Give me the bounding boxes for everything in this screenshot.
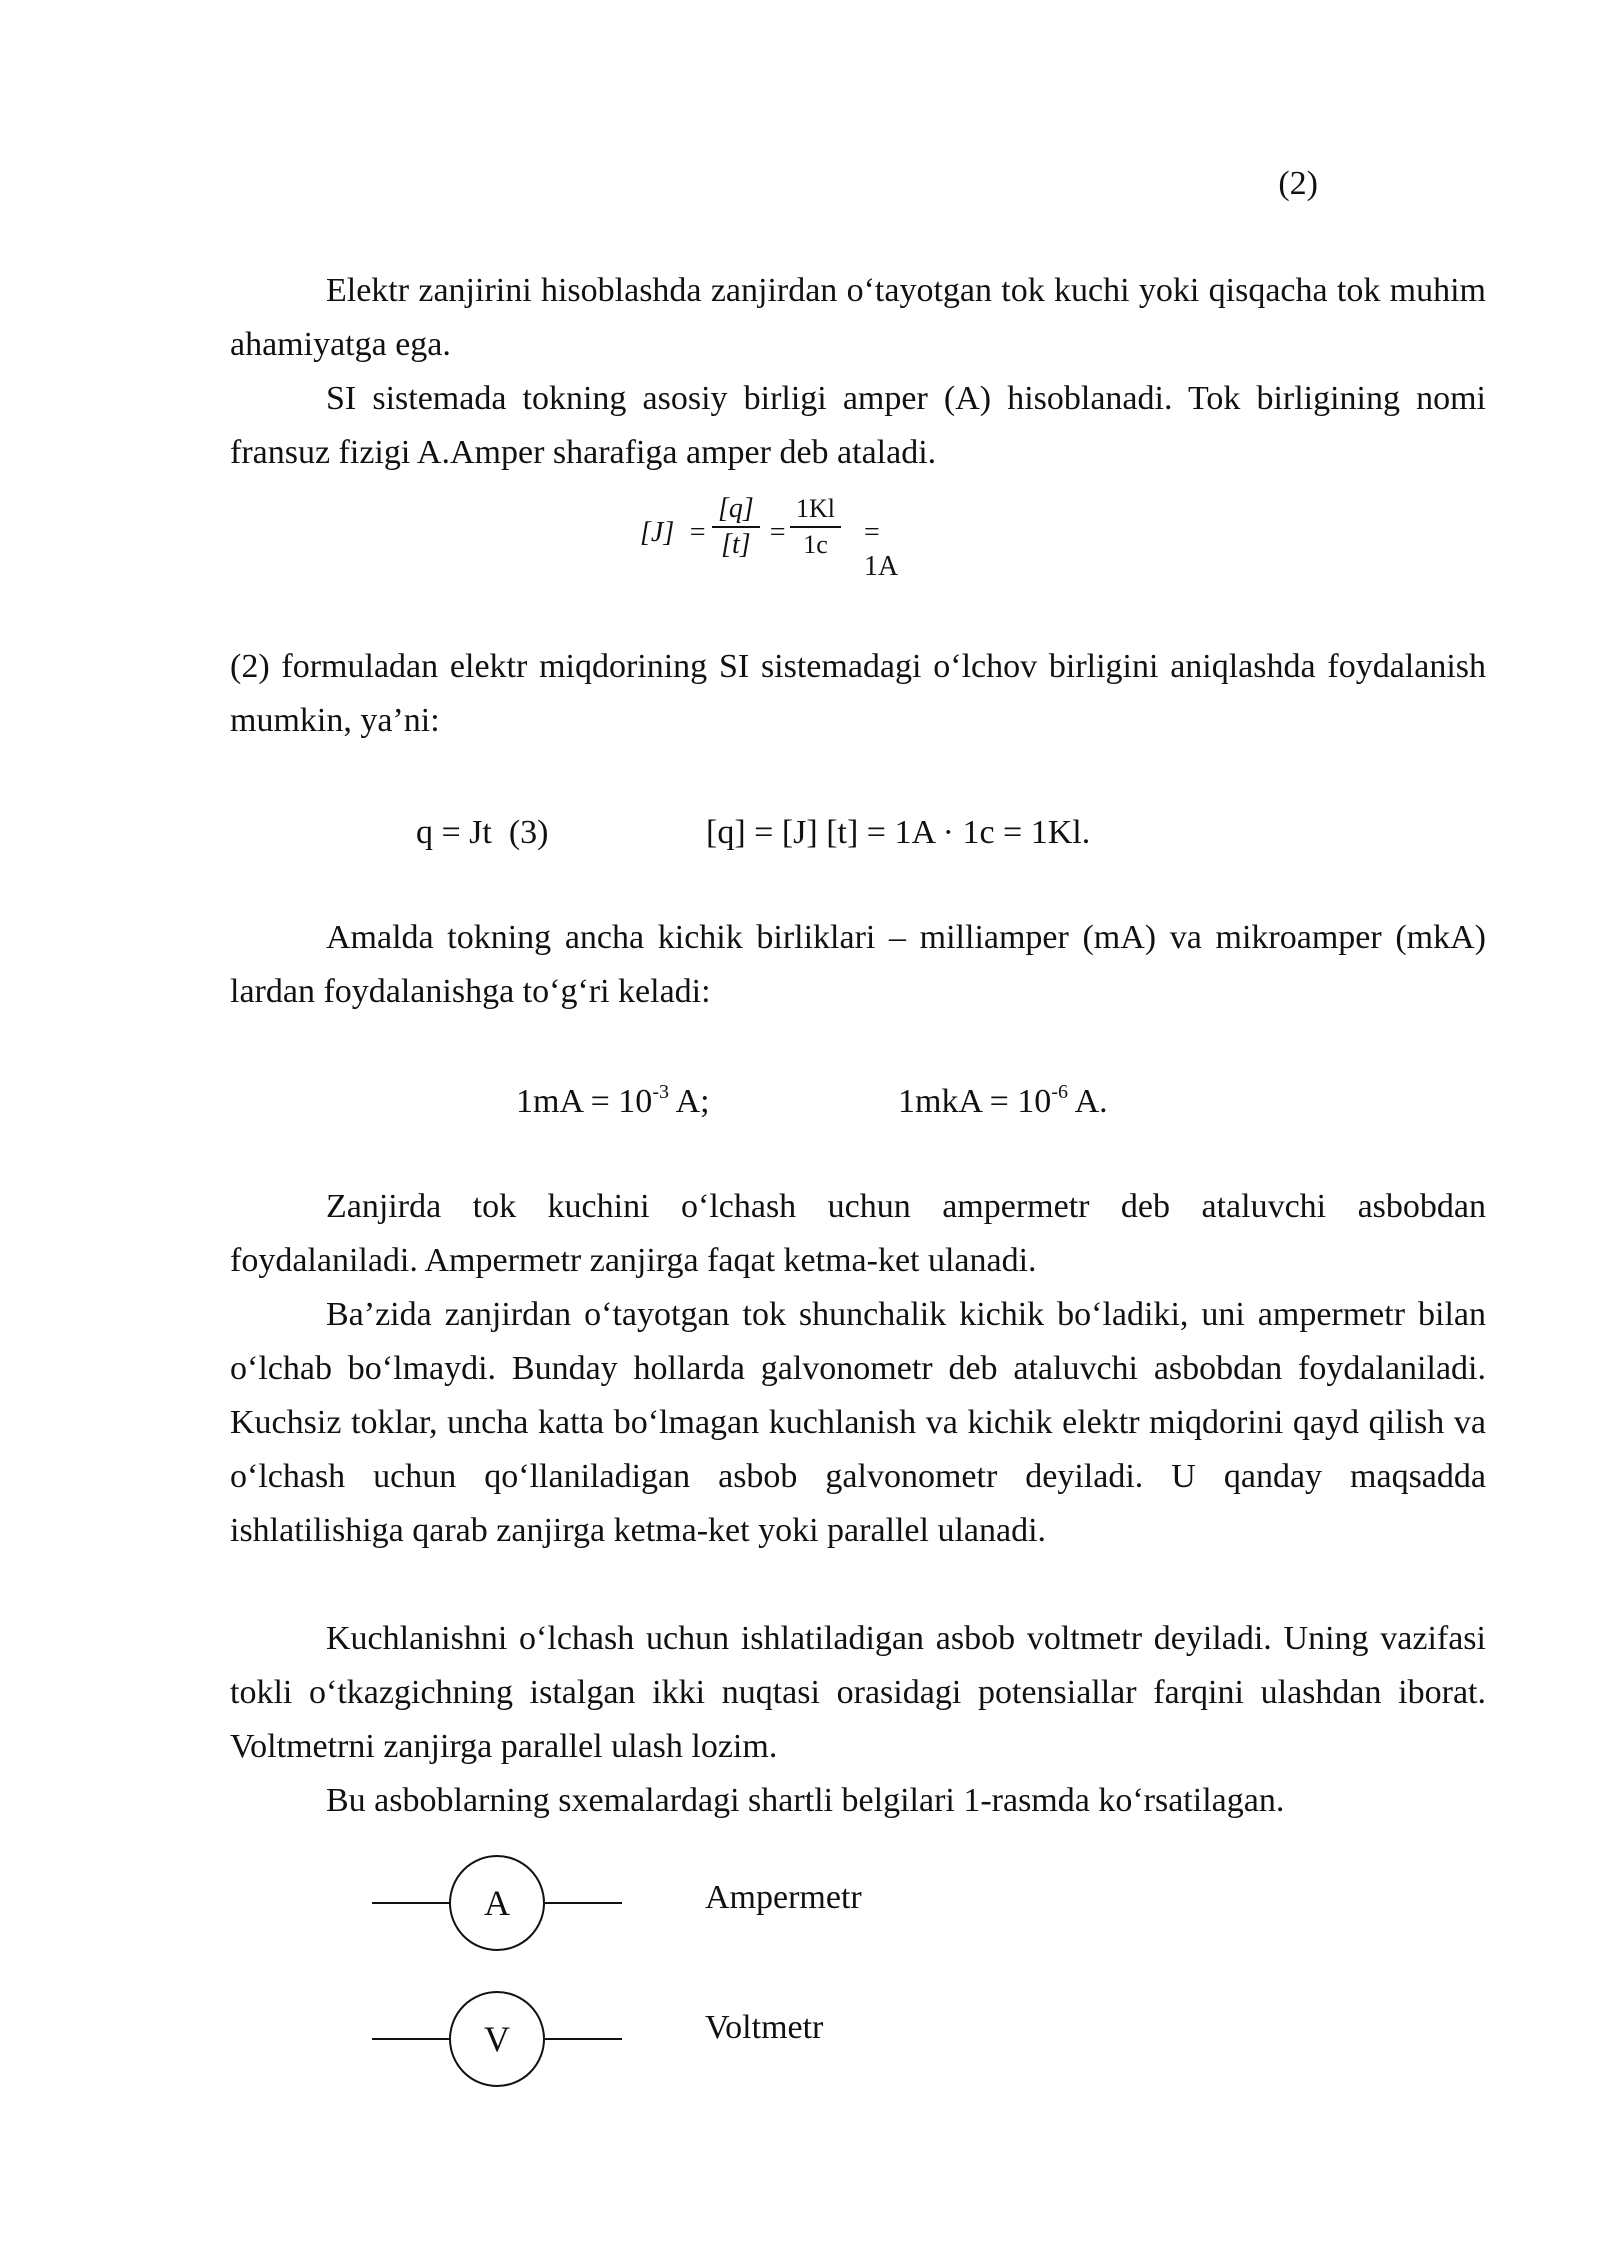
paragraph-current-importance: Elektr zanjirini hisoblashda zanjirdan o‘tayotgan tok kuchi yoki qisqacha tok muhim ahamiyatga ega. — [230, 272, 1486, 363]
wire-right — [544, 1902, 622, 1904]
formula-charge-unit: [q] = [J] [t] = 1A · 1c = 1Kl. — [706, 814, 1091, 851]
wire-left — [372, 2038, 450, 2040]
ma-exponent: -3 — [652, 1081, 669, 1103]
voltmeter-symbol — [372, 1984, 622, 2094]
ampermeter-symbol — [372, 1848, 622, 1958]
voltmeter-circle: V — [449, 1991, 545, 2087]
fraction-denominator: [t] — [721, 529, 751, 560]
voltmeter-label: Voltmetr — [705, 2009, 824, 2046]
paragraph-si-unit: SI sistemada tokning asosiy birligi amper (A) hisoblanadi. Tok birligining nomi fransuz fizigi A.Amper sharafiga amper deb ataladi. — [230, 380, 1486, 471]
ma-base: 1mA = 10 — [516, 1083, 653, 1120]
formula-milliampere — [516, 1082, 710, 1122]
mka-base: 1mkA = 10 — [898, 1083, 1052, 1120]
formula-current-unit — [640, 490, 920, 580]
wire-right — [544, 2038, 622, 2040]
formula-lhs: [J] — [640, 517, 675, 548]
formula-fraction-q-over-t — [712, 492, 760, 562]
ma-unit: A; — [668, 1083, 710, 1120]
paragraph-small-units: Amalda tokning ancha kichik birliklari – milliamper (mA) va mikroamper (mkA) lardan foydalanishga to‘g‘ri keladi: — [230, 919, 1486, 1010]
fraction-numerator: 1Kl — [790, 492, 841, 528]
equation-number: (2) — [1278, 165, 1318, 202]
formula-fraction-kl-over-c — [790, 492, 841, 562]
fraction-denominator: 1c — [803, 530, 828, 559]
paragraph-charge-unit: (2) formuladan elektr miqdorining SI sistemadagi o‘lchov birligini aniqlashda foydalanish mumkin, ya’ni: — [230, 648, 1486, 739]
formula-equals: = — [768, 517, 787, 548]
paragraph-galvanometer: Ba’zida zanjirdan o‘tayotgan tok shunchalik kichik bo‘ladiki, uni ampermetr bilan o‘lchab bo‘lmaydi. Bunday hollarda galvonometr deb ataluvchi asbobdan foydalaniladi. Kuchsiz toklar, uncha katta bo‘lmagan kuchlanish va kichik elektr miqdorini qayd qilish va o‘lchash uchun qo‘llaniladigan asbob galvonometr deyiladi. U qanday maqsadda ishlatilishiga qarab zanjirga ketma-ket yoki parallel ulanadi. — [230, 1296, 1486, 1549]
formula-microampere — [898, 1082, 1108, 1122]
paragraph-symbols-intro: Bu asboblarning sxemalardagi shartli belgilari 1-rasmda ko‘rsatilagan. — [326, 1782, 1285, 1819]
ampermeter-circle: A — [449, 1855, 545, 1951]
fraction-numerator: [q] — [712, 492, 760, 528]
formula-charge: q = Jt (3) — [416, 814, 549, 851]
formula-equals: = — [688, 517, 707, 548]
formula-rhs: = 1A — [864, 517, 899, 582]
paragraph-ampermeter: Zanjirda tok kuchini o‘lchash uchun ampermetr deb ataluvchi asbobdan foydalaniladi. Ampermetr zanjirga faqat ketma-ket ulanadi. — [230, 1188, 1486, 1279]
mka-exponent: -6 — [1051, 1081, 1068, 1103]
ampermeter-label: Ampermetr — [705, 1879, 862, 1916]
mka-unit: A. — [1067, 1083, 1108, 1120]
wire-left — [372, 1902, 450, 1904]
paragraph-voltmeter: Kuchlanishni o‘lchash uchun ishlatiladigan asbob voltmetr deyiladi. Uning vazifasi tokli o‘tkazgichning istalgan ikki nuqtasi orasidagi potensiallar farqini ulashdan iborat. Voltmetrni zanjirga parallel ulash lozim. — [230, 1620, 1486, 1765]
